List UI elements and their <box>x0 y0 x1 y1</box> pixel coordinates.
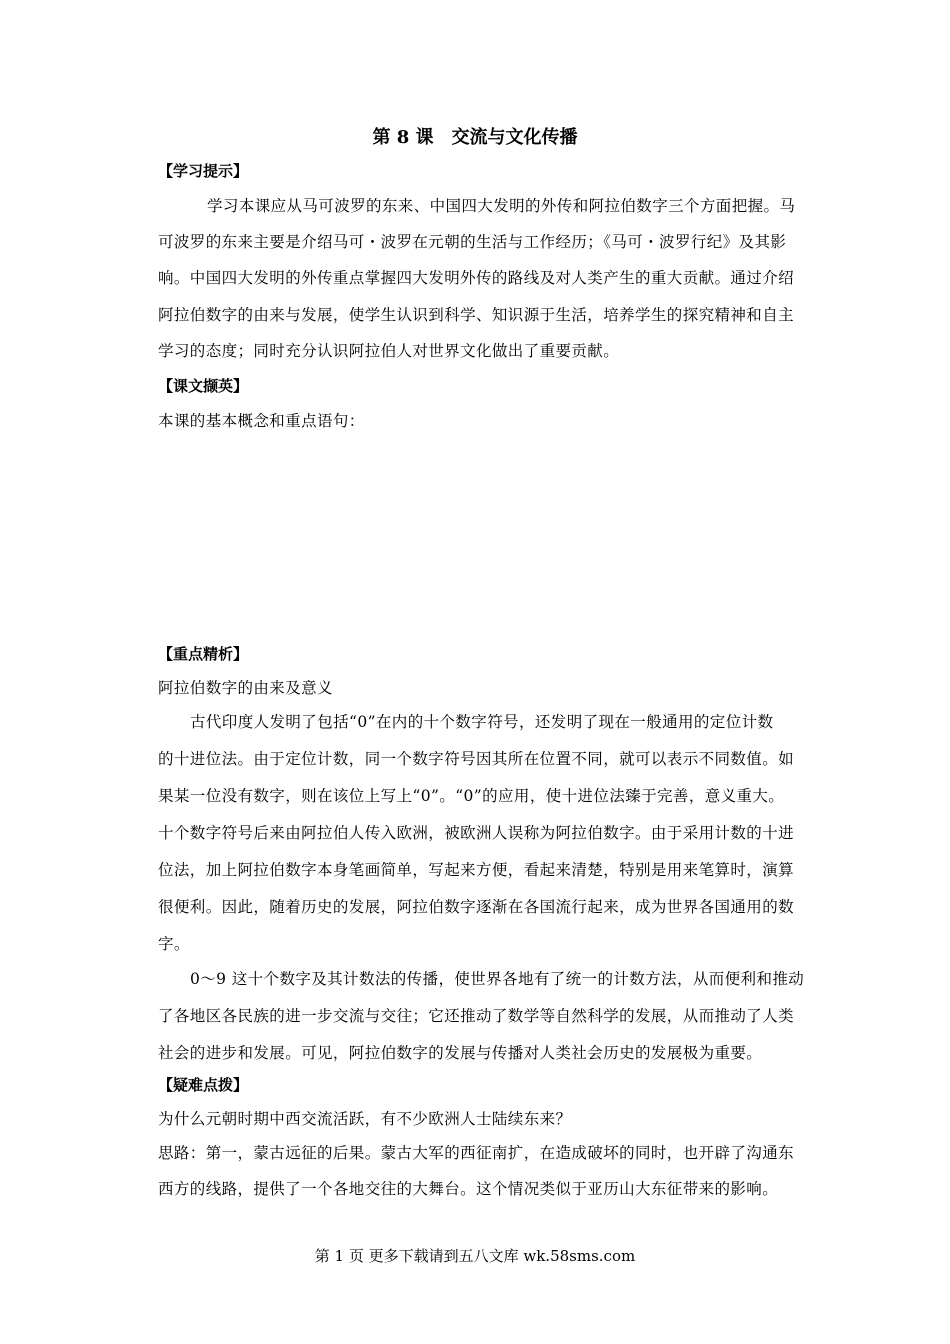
lesson-title: 第 8 课 交流与文化传播 <box>372 127 578 148</box>
paragraph-line: 思路：第一，蒙古远征的后果。蒙古大军的西征南扩，在造成破坏的同时，也开辟了沟通东 <box>158 1144 795 1162</box>
paragraph-line: 阿拉伯数字的由来与发展，使学生认识到科学、知识源于生活，培养学生的探究精神和自主 <box>158 306 795 324</box>
paragraph-line: 字。 <box>158 935 190 953</box>
section-heading-difficulties: 【疑难点拨】 <box>158 1076 249 1094</box>
paragraph-line: 学习本课应从马可波罗的东来、中国四大发明的外传和阿拉伯数字三个方面把握。马 <box>207 197 796 215</box>
paragraph-line: 学习的态度；同时充分认识阿拉伯人对世界文化做出了重要贡献。 <box>158 342 620 360</box>
paragraph-line: 位法，加上阿拉伯数字本身笔画简单，写起来方便，看起来清楚，特别是用来笔算时，演算 <box>158 861 795 879</box>
paragraph-line: 十个数字符号后来由阿拉伯人传入欧洲，被欧洲人误称为阿拉伯数字。由于采用计数的十进 <box>158 824 795 842</box>
page-footer: 第 1 页 更多下载请到五八文库 wk.58sms.com <box>314 1247 636 1265</box>
question-line: 为什么元朝时期中西交流活跃，有不少欧洲人士陆续东来？ <box>158 1110 572 1128</box>
section-heading-study-tips: 【学习提示】 <box>158 162 249 180</box>
section-heading-text-highlights: 【课文撷英】 <box>158 377 249 395</box>
paragraph-line: 果某一位没有数字，则在该位上写上“0”。“0”的应用，使十进位法臻于完善，意义重大。 <box>158 787 785 805</box>
paragraph-line: 0～9 这十个数字及其计数法的传播，使世界各地有了统一的计数方法，从而便利和推动 <box>190 970 805 988</box>
paragraph-line: 很便利。因此，随着历史的发展，阿拉伯数字逐渐在各国流行起来，成为世界各国通用的数 <box>158 898 795 916</box>
paragraph-line: 社会的进步和发展。可见，阿拉伯数字的发展与传播对人类社会历史的发展极为重要。 <box>158 1044 763 1062</box>
paragraph-line: 的十进位法。由于定位计数，同一个数字符号因其所在位置不同，就可以表示不同数值。如 <box>158 750 795 768</box>
paragraph-line: 响。中国四大发明的外传重点掌握四大发明外传的路线及对人类产生的重大贡献。通过介绍 <box>158 269 795 287</box>
paragraph-line: 了各地区各民族的进一步交流与交往；它还推动了数学等自然科学的发展，从而推动了人类 <box>158 1007 795 1025</box>
paragraph-line: 本课的基本概念和重点语句： <box>158 412 365 430</box>
section-heading-key-analysis: 【重点精析】 <box>158 645 249 663</box>
paragraph-line: 西方的线路，提供了一个各地交往的大舞台。这个情况类似于亚历山大东征带来的影响。 <box>158 1180 779 1198</box>
section-subtitle: 阿拉伯数字的由来及意义 <box>158 679 333 697</box>
paragraph-line: 古代印度人发明了包括“0”在内的十个数字符号，还发明了现在一般通用的定位计数 <box>190 713 774 731</box>
paragraph-line: 可波罗的东来主要是介绍马可・波罗在元朝的生活与工作经历；《马可・波罗行纪》及其影 <box>158 233 787 251</box>
